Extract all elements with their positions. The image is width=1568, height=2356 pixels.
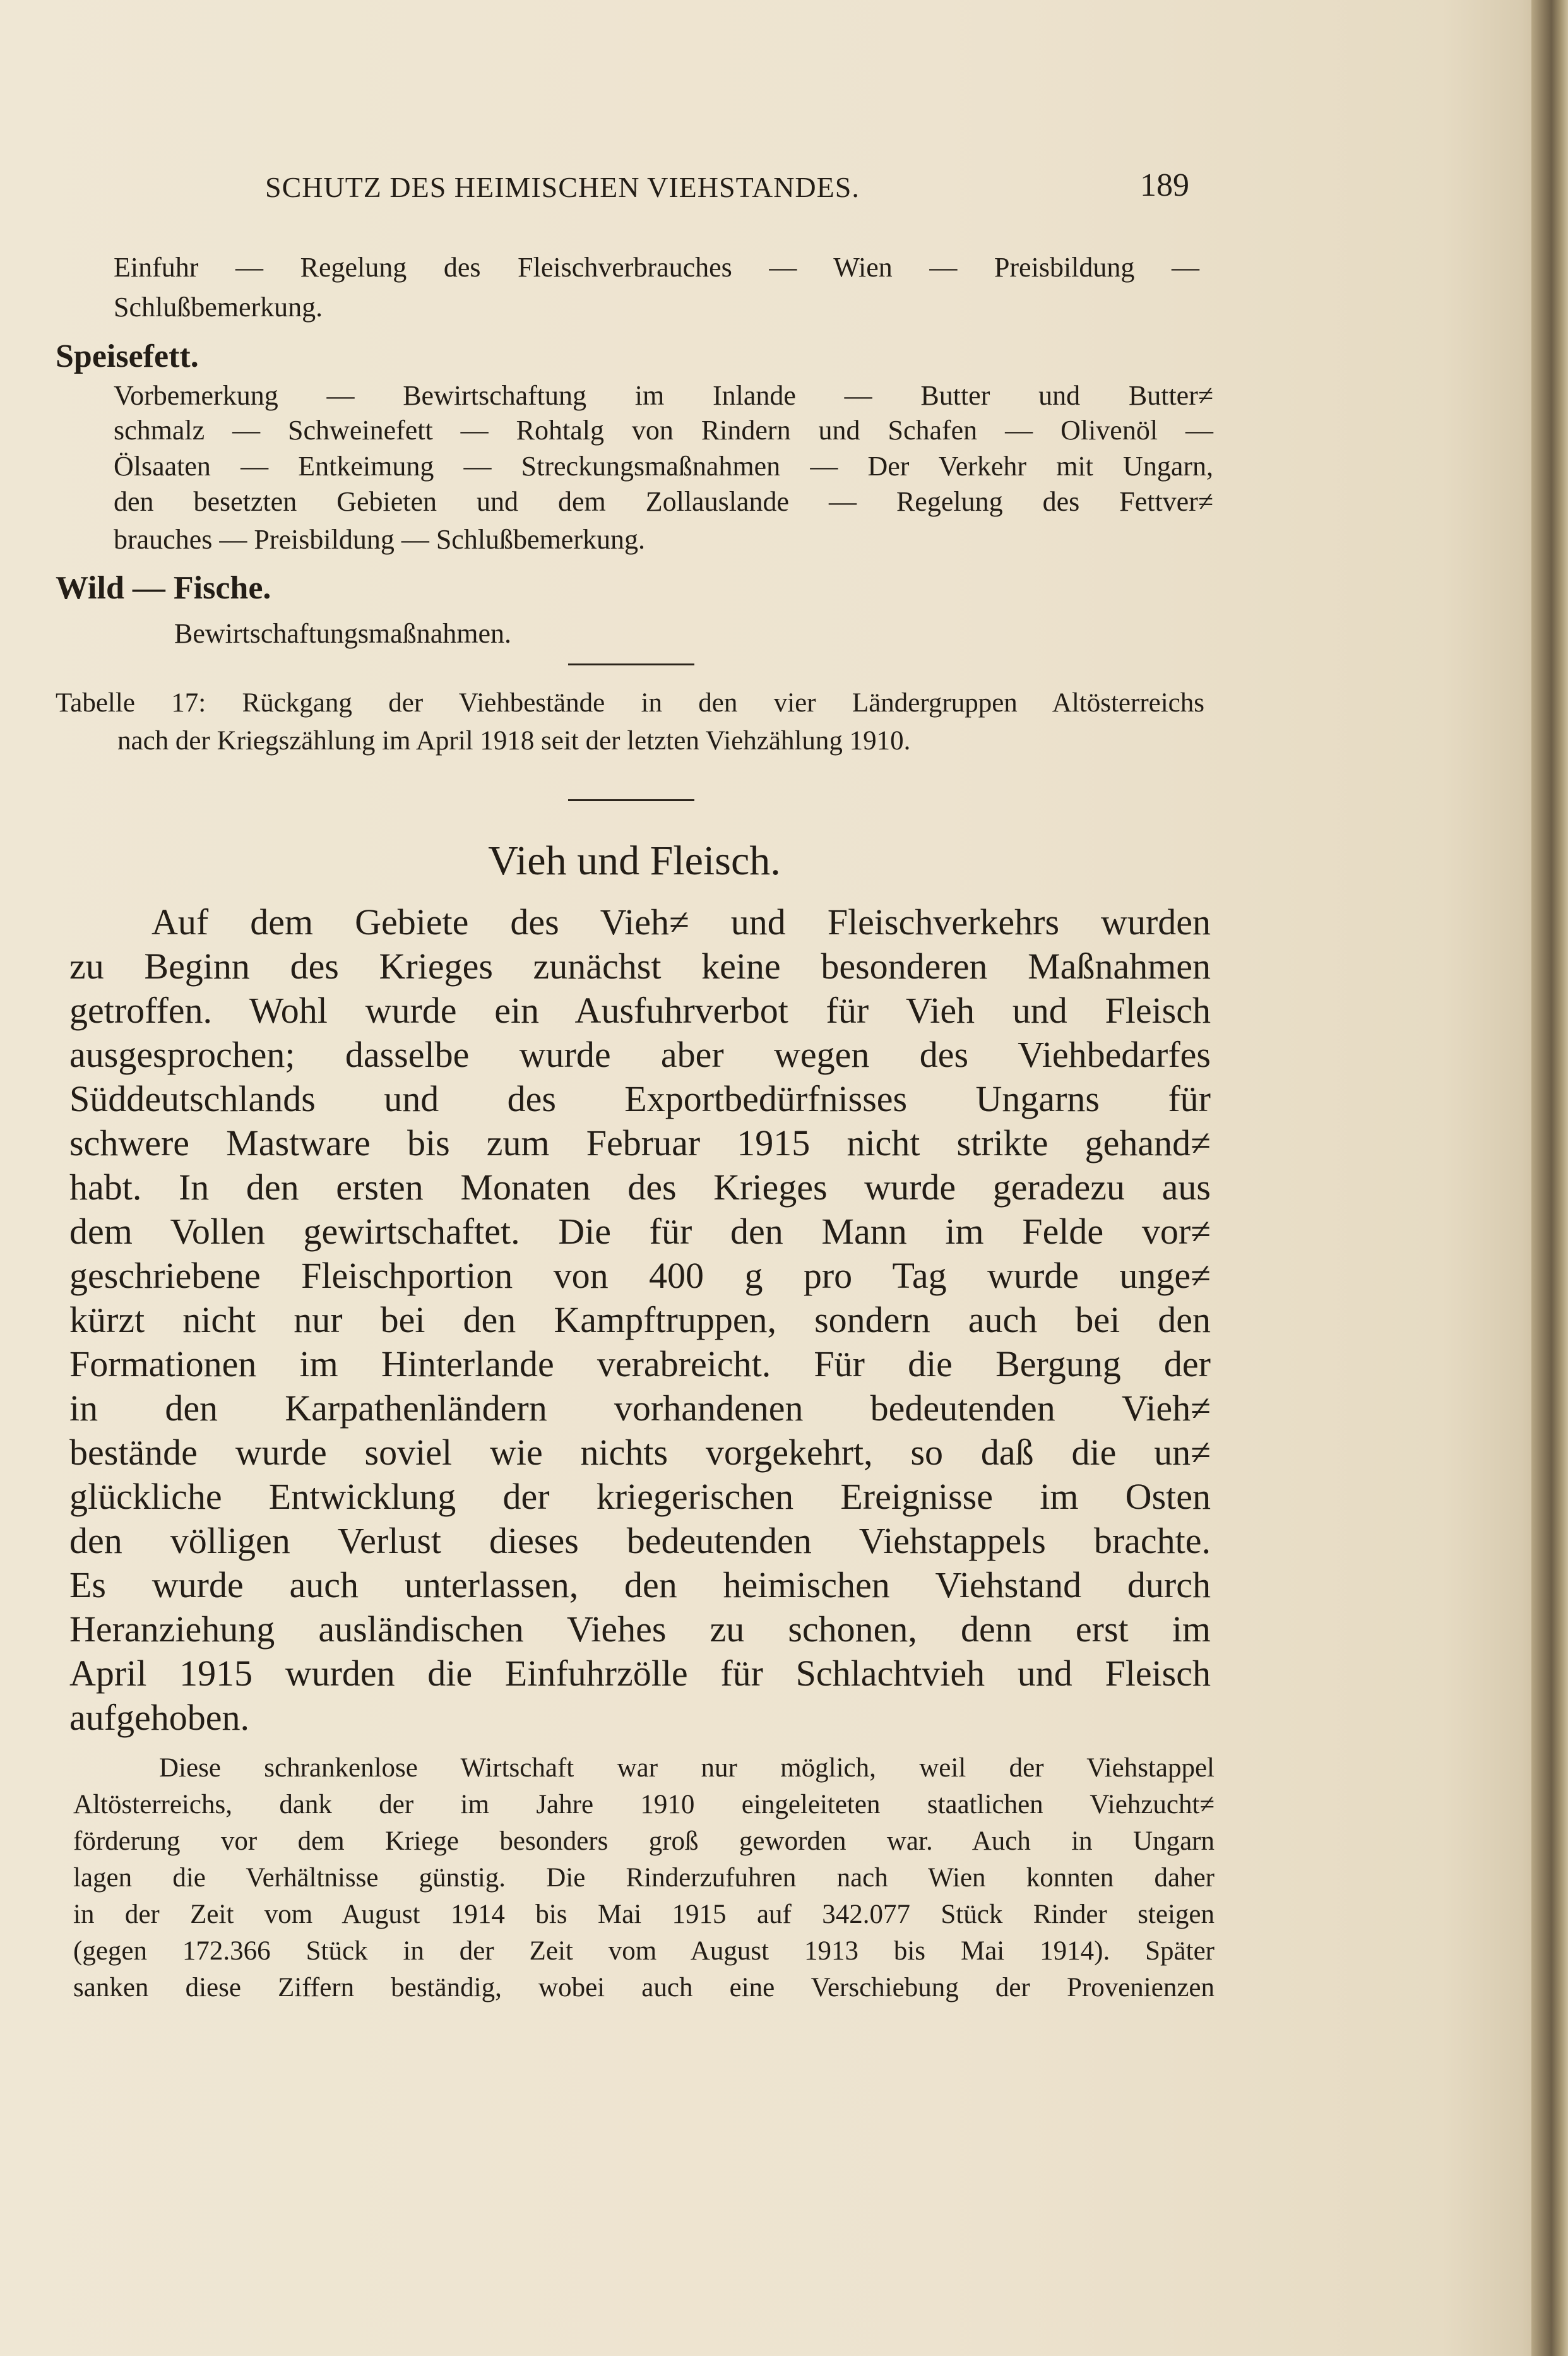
body-line: April 1915 wurden die Einfuhrzölle für Schlachtvieh und Fleisch — [69, 1653, 1211, 1694]
fine-print-line: in der Zeit vom August 1914 bis Mai 1915 auf 342.077 Stück Rinder steigen — [73, 1900, 1215, 1929]
toc-line: Vorbemerkung — Bewirtschaftung im Inlande — Butter und Butter≠ — [114, 380, 1213, 411]
section-heading-speisefett: Speisefett. — [56, 338, 199, 374]
body-line: Es wurde auch unterlassen, den heimischen Viehstand durch — [69, 1564, 1211, 1605]
body-line: den völligen Verlust dieses bedeutenden Viehstappels brachte. — [69, 1520, 1211, 1561]
section-heading-wild: Wild — Fische. — [56, 570, 271, 606]
fine-print-line: sanken diese Ziffern beständig, wobei auch eine Verschiebung der Provenienzen — [73, 1973, 1215, 2002]
body-line: kürzt nicht nur bei den Kampftruppen, sondern auch bei den — [69, 1299, 1211, 1340]
body-line: schwere Mastware bis zum Februar 1915 nicht strikte gehand≠ — [69, 1122, 1211, 1163]
fine-print-line: förderung vor dem Kriege besonders groß geworden war. Auch in Ungarn — [73, 1826, 1215, 1856]
book-gutter — [1531, 0, 1568, 2356]
toc-line: Ölsaaten — Entkeimung — Streckungsmaßnahmen — Der Verkehr mit Ungarn, — [114, 451, 1213, 482]
body-line: in den Karpathenländern vorhandenen bedeutenden Vieh≠ — [69, 1388, 1211, 1429]
fine-print-line: (gegen 172.366 Stück in der Zeit vom August 1913 bis Mai 1914). Später — [73, 1936, 1215, 1966]
body-line: Auf dem Gebiete des Vieh≠ und Fleischverkehrs wurden — [151, 901, 1211, 943]
table-caption: Tabelle 17: Rückgang der Viehbestände in den vier Ländergruppen Altösterreichs — [56, 688, 1204, 718]
body-line: ausgesprochen; dasselbe wurde aber wegen des Viehbedarfes — [69, 1034, 1211, 1075]
toc-line: brauches — Preisbildung — Schlußbemerkung. — [114, 524, 645, 555]
fine-print-line: Altösterreichs, dank der im Jahre 1910 eingeleiteten staatlichen Viehzucht≠ — [73, 1790, 1215, 1819]
toc-line: den besetzten Gebieten und dem Zollauslande — Regelung des Fettver≠ — [114, 486, 1213, 517]
section-title: Vieh und Fleisch. — [488, 838, 781, 884]
toc-line: Einfuhr — Regelung des Fleischverbrauches — Wien — Preisbildung — — [114, 252, 1199, 283]
body-line: Süddeutschlands und des Exportbedürfnisses Ungarns für — [69, 1078, 1211, 1119]
page-number: 189 — [1140, 167, 1189, 203]
toc-line: schmalz — Schweinefett — Rohtalg von Rindern und Schafen — Olivenöl — — [114, 415, 1213, 446]
table-caption: nach der Kriegszählung im April 1918 seit der letzten Viehzählung 1910. — [117, 726, 911, 756]
divider-rule — [568, 663, 694, 665]
body-line: zu Beginn des Krieges zunächst keine besonderen Maßnahmen — [69, 946, 1211, 987]
divider-rule — [568, 799, 694, 801]
body-line: Formationen im Hinterlande verabreicht. Für die Bergung der — [69, 1343, 1211, 1384]
fine-print-line: Diese schrankenlose Wirtschaft war nur möglich, weil der Viehstappel — [159, 1753, 1215, 1783]
toc-line: Bewirtschaftungsmaßnahmen. — [174, 618, 511, 649]
running-head: SCHUTZ DES HEIMISCHEN VIEHSTANDES. — [265, 171, 860, 203]
fine-print-line: lagen die Verhältnisse günstig. Die Rinderzufuhren nach Wien konnten daher — [73, 1863, 1215, 1893]
body-line: glückliche Entwicklung der kriegerischen Ereignisse im Osten — [69, 1476, 1211, 1517]
toc-line: Schlußbemerkung. — [114, 292, 323, 323]
body-line: aufgehoben. — [69, 1697, 250, 1738]
body-line: geschriebene Fleischportion von 400 g pro Tag wurde unge≠ — [69, 1255, 1211, 1296]
body-line: bestände wurde soviel wie nichts vorgekehrt, so daß die un≠ — [69, 1432, 1211, 1473]
body-line: Heranziehung ausländischen Viehes zu schonen, denn erst im — [69, 1609, 1211, 1650]
body-line: getroffen. Wohl wurde ein Ausfuhrverbot für Vieh und Fleisch — [69, 990, 1211, 1031]
body-line: dem Vollen gewirtschaftet. Die für den Mann im Felde vor≠ — [69, 1211, 1211, 1252]
body-line: habt. In den ersten Monaten des Krieges wurde geradezu aus — [69, 1167, 1211, 1208]
